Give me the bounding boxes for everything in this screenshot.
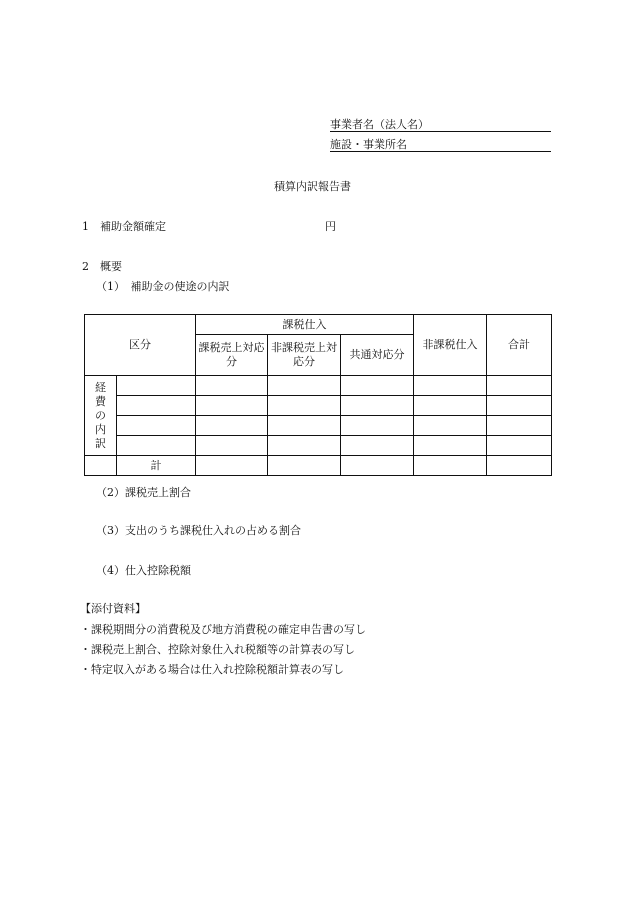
table-cell xyxy=(196,396,268,416)
expense-char: 訳 xyxy=(95,436,106,450)
table-cell xyxy=(268,436,341,456)
table-cell xyxy=(414,436,487,456)
nontaxable-purchase-header: 非課税仕入 xyxy=(414,315,487,376)
table-cell xyxy=(414,376,487,396)
subsection-2-label: （2）課税売上割合 xyxy=(96,486,191,499)
total-header: 合計 xyxy=(487,315,552,376)
table-cell xyxy=(117,396,196,416)
attachments-heading: 【添付資料】 xyxy=(80,602,146,615)
table-cell xyxy=(414,416,487,436)
subsection-3-label: （3）支出のうち課税仕入れの占める割合 xyxy=(96,524,301,537)
subsection-4-label: （4）仕入控除税額 xyxy=(96,564,191,577)
subsection-1-label: （1） 補助金の使途の内訳 xyxy=(96,280,230,293)
table-header-row-1 xyxy=(85,315,552,335)
table-cell xyxy=(341,456,414,476)
table-cell xyxy=(487,396,552,416)
table-cell xyxy=(117,436,196,456)
facility-name-field xyxy=(330,136,551,152)
page-title: 積算内訳報告書 xyxy=(274,180,351,193)
table-cell xyxy=(487,416,552,436)
expense-breakdown-label xyxy=(85,376,117,456)
table-total-row xyxy=(85,456,552,476)
expense-char: 内 xyxy=(95,422,106,436)
table-cell xyxy=(414,456,487,476)
total-row-label: 計 xyxy=(117,456,196,476)
common-header: 共通対応分 xyxy=(341,335,414,376)
expense-char: 経 xyxy=(95,380,106,394)
table-cell xyxy=(487,436,552,456)
section-1-label: 1 補助金額確定 xyxy=(82,220,166,233)
table-cell xyxy=(268,416,341,436)
section-2-label: 2 概要 xyxy=(82,260,122,273)
taxable-purchase-header: 課税仕入 xyxy=(196,315,414,335)
attachment-item: ・課税売上割合、控除対象仕入れ税額等の計算表の写し xyxy=(80,643,355,656)
business-name-field xyxy=(330,116,551,132)
expense-char: の xyxy=(95,408,106,422)
table-cell xyxy=(341,436,414,456)
nontaxable-sales-header: 非課税売上対応分 xyxy=(268,335,341,376)
table-cell xyxy=(268,376,341,396)
facility-name-label: 施設・事業所名 xyxy=(330,138,407,151)
table-row xyxy=(85,376,552,396)
table-cell xyxy=(117,416,196,436)
table-cell xyxy=(414,396,487,416)
attachment-item: ・課税期間分の消費税及び地方消費税の確定申告書の写し xyxy=(80,623,366,636)
table-cell xyxy=(487,376,552,396)
table-cell xyxy=(196,436,268,456)
table-cell xyxy=(196,376,268,396)
table-cell xyxy=(341,416,414,436)
table-cell xyxy=(268,456,341,476)
table-cell xyxy=(196,456,268,476)
section-1-unit: 円 xyxy=(325,220,336,233)
table-row xyxy=(85,416,552,436)
table-cell xyxy=(341,396,414,416)
table-cell xyxy=(341,376,414,396)
table-row xyxy=(85,396,552,416)
breakdown-table xyxy=(84,314,552,476)
table-cell xyxy=(196,416,268,436)
attachment-item: ・特定収入がある場合は仕入れ控除税額計算表の写し xyxy=(80,663,344,676)
category-header: 区分 xyxy=(85,315,196,376)
taxable-sales-header: 課税売上対応分 xyxy=(196,335,268,376)
table-cell xyxy=(117,376,196,396)
business-name-label: 事業者名（法人名） xyxy=(330,118,429,131)
table-row xyxy=(85,436,552,456)
table-cell xyxy=(85,456,117,476)
expense-char: 費 xyxy=(95,394,106,408)
table-cell xyxy=(268,396,341,416)
table-cell xyxy=(487,456,552,476)
